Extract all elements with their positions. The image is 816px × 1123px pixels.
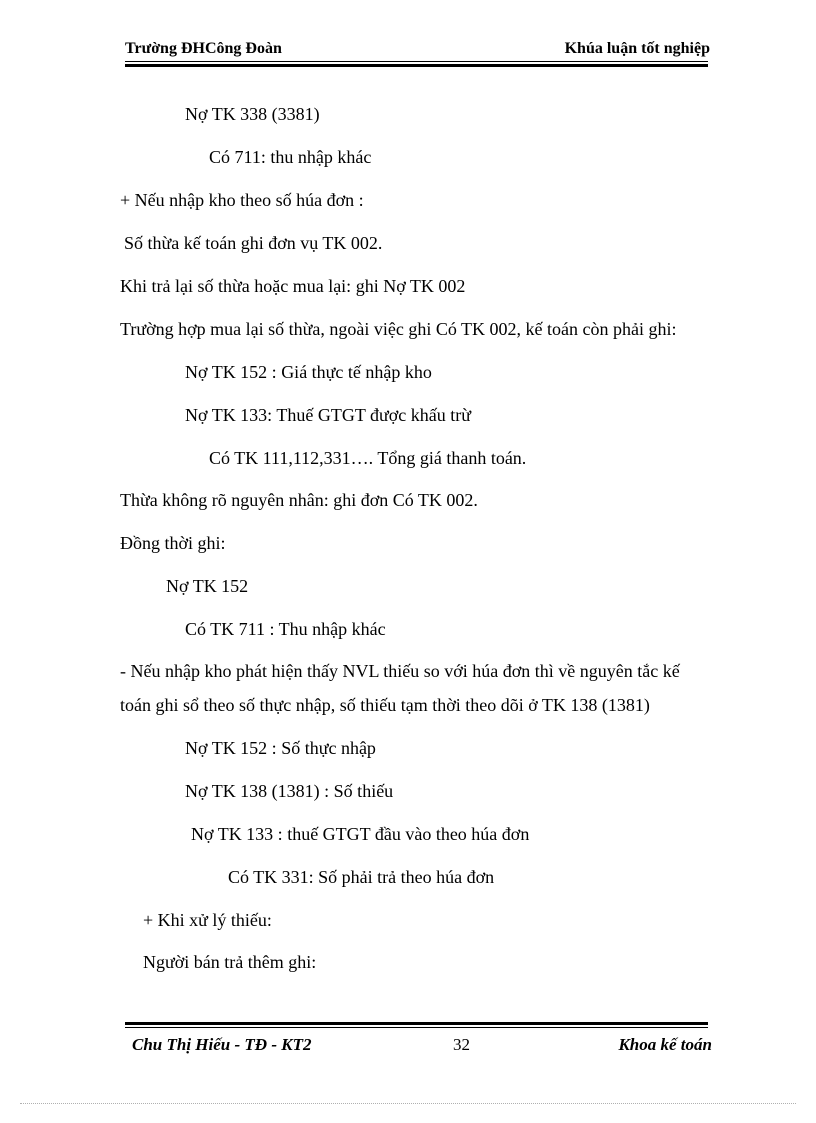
footer-author: Chu Thị Hiếu - TĐ - KT2 <box>132 1035 312 1054</box>
text-line: Nợ TK 152 <box>166 576 249 596</box>
text-line: Nợ TK 152 : Số thực nhập <box>185 738 376 758</box>
header-school-name: Trường ĐHCông Đoàn <box>125 40 282 57</box>
text-line: - Nếu nhập kho phát hiện thấy NVL thiếu so với húa đơn thì về nguyên tắc kế <box>120 661 680 681</box>
text-line: Có TK 331: Số phải trả theo húa đơn <box>228 867 495 887</box>
text-line: Có TK 711 : Thu nhập khác <box>185 619 386 639</box>
header-thesis-title: Khúa luận tốt nghiệp <box>564 40 710 57</box>
header-rule-thin <box>125 61 708 62</box>
page-number: 32 <box>453 1035 470 1054</box>
page-bottom-dotted-border <box>20 1103 796 1104</box>
text-line: Nợ TK 152 : Giá thực tế nhập kho <box>185 362 432 382</box>
text-line: Số thừa kế toán ghi đơn vụ TK 002. <box>124 233 383 253</box>
text-line: Nợ TK 133: Thuế GTGT được khấu trừ <box>185 405 472 425</box>
footer-rule-thin <box>125 1027 708 1028</box>
footer-department: Khoa kế toán <box>618 1035 712 1054</box>
text-line: Thừa không rõ nguyên nhân: ghi đơn Có TK 002. <box>120 490 478 510</box>
text-line: Có 711: thu nhập khác <box>209 147 372 167</box>
text-line: Đồng thời ghi: <box>120 533 226 553</box>
text-line: toán ghi sổ theo số thực nhập, số thiếu tạm thời theo dõi ở TK 138 (1381) <box>120 695 650 715</box>
text-line: + Khi xử lý thiếu: <box>143 910 272 930</box>
text-line: Nợ TK 338 (3381) <box>185 104 320 124</box>
text-line: + Nếu nhập kho theo số húa đơn : <box>120 190 364 210</box>
footer-rule-thick <box>125 1022 708 1025</box>
text-line: Trường hợp mua lại số thừa, ngoài việc ghi Có TK 002, kế toán còn phải ghi: <box>120 319 677 339</box>
text-line: Có TK 111,112,331…. Tổng giá thanh toán. <box>209 448 527 468</box>
text-line: Khi trả lại số thừa hoặc mua lại: ghi Nợ TK 002 <box>120 276 466 296</box>
text-line: Người bán trả thêm ghi: <box>143 952 317 972</box>
text-line: Nợ TK 138 (1381) : Số thiếu <box>185 781 394 801</box>
header-rule-thick <box>125 64 708 67</box>
text-line: Nợ TK 133 : thuế GTGT đầu vào theo húa đơn <box>191 824 530 844</box>
